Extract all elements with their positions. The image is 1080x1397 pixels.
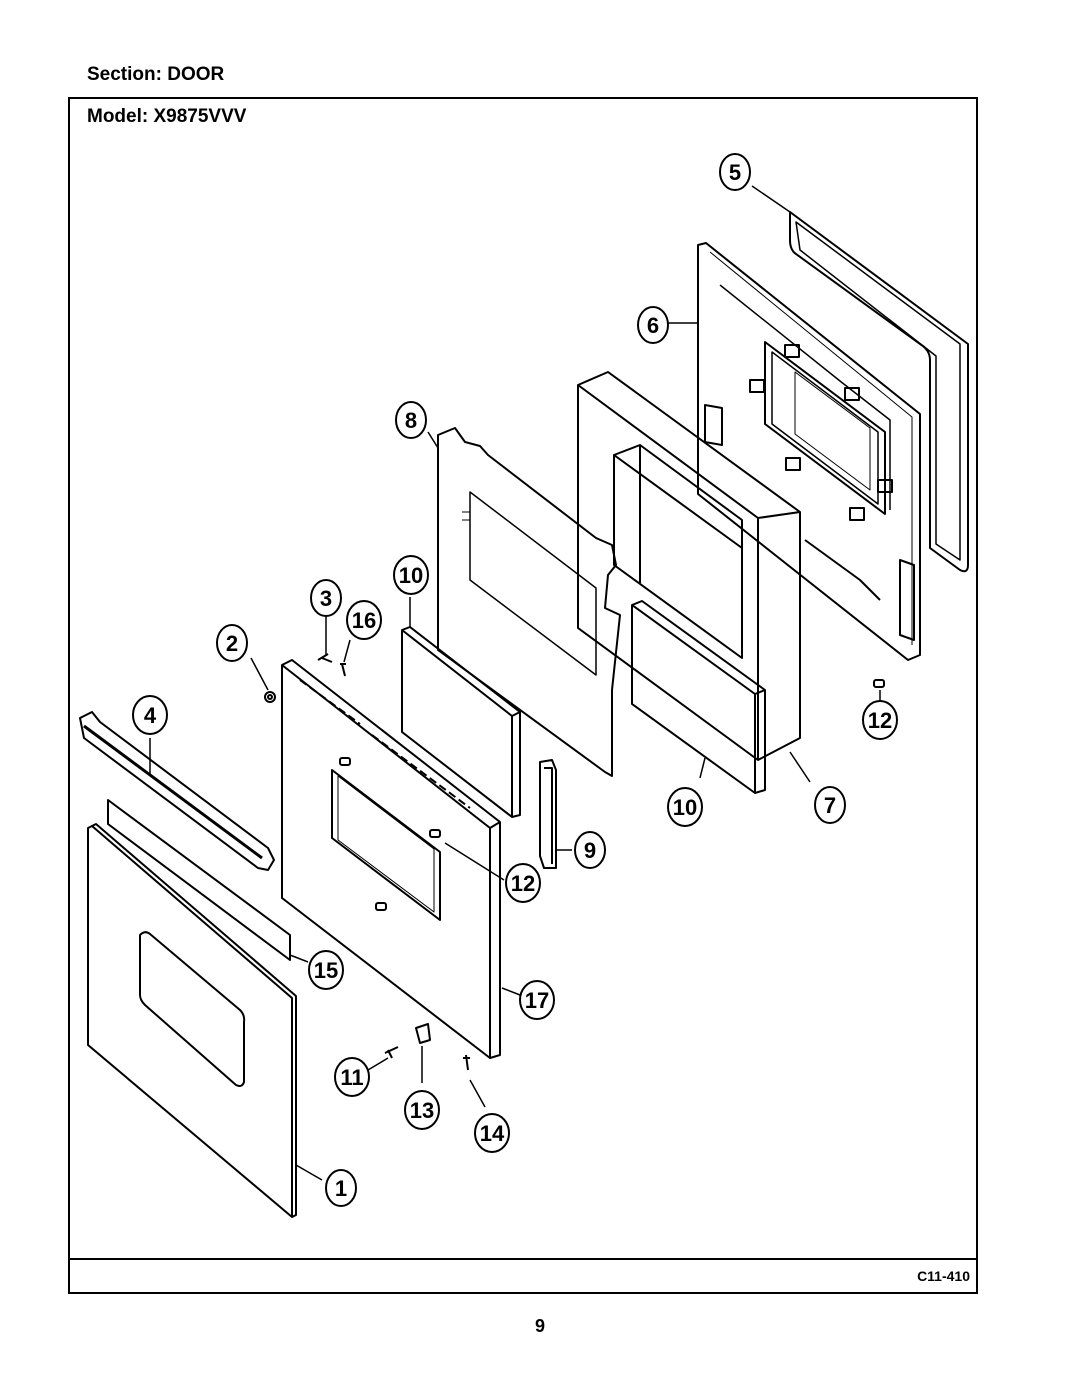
page-number: 9 bbox=[534, 1316, 545, 1336]
callout-15 bbox=[309, 951, 343, 989]
svg-text:8: 8 bbox=[404, 408, 418, 433]
footer-divider bbox=[68, 1258, 978, 1260]
part-14-screw bbox=[463, 1055, 470, 1070]
callout-11 bbox=[335, 1058, 369, 1096]
figure-code: C11-410 bbox=[917, 1268, 970, 1284]
callout-2 bbox=[217, 625, 247, 661]
callout-14 bbox=[475, 1114, 509, 1152]
leader-lines bbox=[150, 186, 880, 1180]
section-title: Section: DOOR bbox=[87, 64, 225, 85]
callout-16 bbox=[347, 601, 381, 639]
callout-5 bbox=[720, 154, 750, 190]
part-2-nut bbox=[265, 692, 275, 702]
svg-text:3: 3 bbox=[319, 586, 333, 611]
svg-text:9: 9 bbox=[583, 838, 597, 863]
svg-text:5: 5 bbox=[728, 160, 742, 185]
callout-1 bbox=[326, 1170, 356, 1206]
svg-text:6: 6 bbox=[646, 313, 660, 338]
callout-12-front bbox=[506, 864, 540, 902]
part-10-glass-rear bbox=[632, 601, 765, 793]
svg-text:4: 4 bbox=[143, 703, 157, 728]
svg-text:13: 13 bbox=[409, 1098, 435, 1123]
part-12-bumper-rear bbox=[874, 680, 884, 687]
callout-13 bbox=[405, 1091, 439, 1129]
part-11-screw bbox=[385, 1047, 398, 1058]
svg-text:12: 12 bbox=[867, 708, 893, 733]
callout-6 bbox=[638, 307, 668, 343]
svg-text:7: 7 bbox=[823, 793, 837, 818]
callout-7 bbox=[815, 787, 845, 823]
part-3-screw bbox=[318, 654, 332, 662]
part-9-hinge-bracket bbox=[540, 760, 556, 868]
callout-8 bbox=[396, 402, 426, 438]
callout-12-rear bbox=[863, 701, 897, 739]
svg-text:12: 12 bbox=[510, 871, 536, 896]
callout-10-rear bbox=[668, 788, 702, 826]
part-17-door-frame bbox=[282, 660, 500, 1058]
svg-text:17: 17 bbox=[524, 988, 550, 1013]
model-title: Model: X9875VVV bbox=[87, 106, 247, 127]
callout-4 bbox=[133, 696, 167, 734]
part-6-inner-panel bbox=[698, 243, 920, 660]
callout-17 bbox=[520, 981, 554, 1019]
callout-3 bbox=[311, 580, 341, 616]
svg-text:11: 11 bbox=[340, 1065, 364, 1090]
part-5-gasket bbox=[790, 212, 968, 571]
callout-10-front bbox=[394, 556, 428, 594]
part-10-glass-front bbox=[402, 627, 520, 817]
svg-text:10: 10 bbox=[672, 795, 698, 820]
part-4-handle bbox=[80, 712, 274, 870]
svg-text:1: 1 bbox=[334, 1176, 348, 1201]
svg-text:10: 10 bbox=[398, 563, 424, 588]
part-16-screw bbox=[340, 664, 346, 676]
callout-9 bbox=[575, 832, 605, 868]
svg-text:14: 14 bbox=[479, 1121, 505, 1146]
part-1-outer-glass bbox=[88, 824, 296, 1217]
part-13-clip bbox=[416, 1024, 430, 1043]
part-8-shield bbox=[438, 428, 620, 776]
svg-text:16: 16 bbox=[351, 608, 377, 633]
svg-text:15: 15 bbox=[313, 958, 339, 983]
svg-text:2: 2 bbox=[225, 631, 239, 656]
